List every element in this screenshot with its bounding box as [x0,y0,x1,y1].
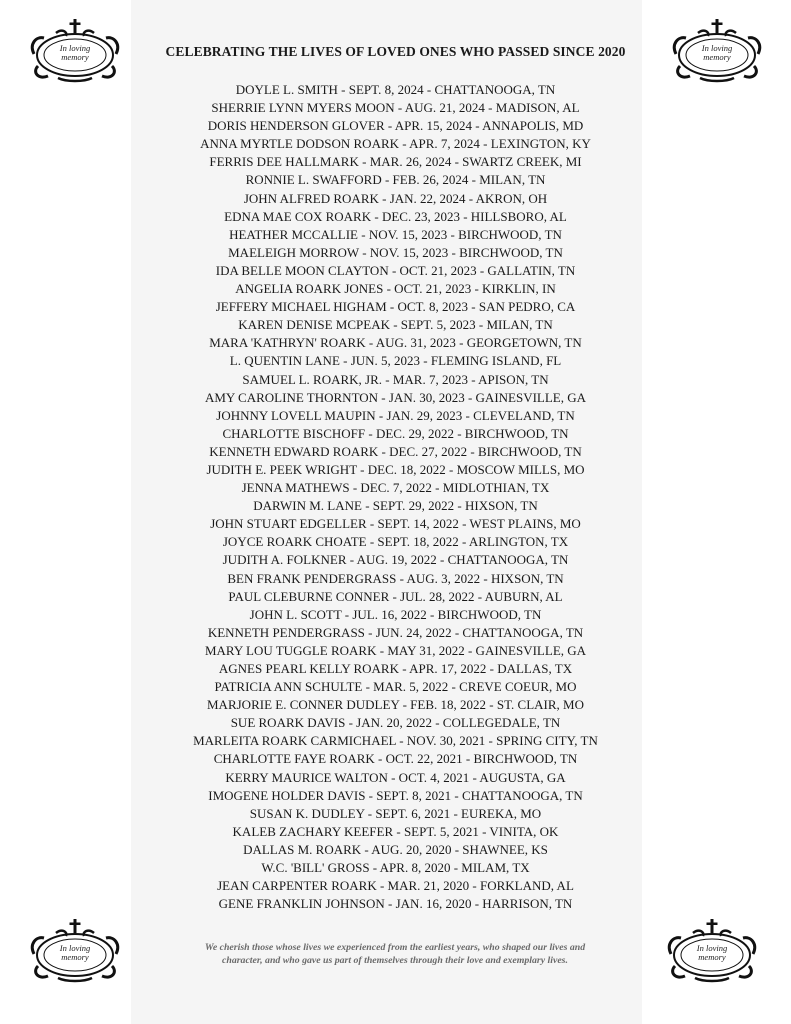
list-item: DALLAS M. ROARK - AUG. 20, 2020 - SHAWNEE, KS [243,841,548,857]
list-item: AMY CAROLINE THORNTON - JAN. 30, 2023 - GAINESVILLE, GA [204,389,587,405]
list-item: ANGELIA ROARK JONES - OCT. 21, 2023 - KIRKLIN, IN [235,281,556,297]
in-loving-memory-emblem [668,18,766,84]
emblem-text: In loving memory [59,43,91,62]
list-item: MARA 'KATHRYN' ROARK - AUG. 31, 2023 - GEORGETOWN, TN [209,335,582,351]
list-item: W.C. 'BILL' GROSS - APR. 8, 2020 - MILAM, TX [261,860,530,876]
list-item: KENNETH EDWARD ROARK - DEC. 27, 2022 - BIRCHWOOD, TN [209,443,582,459]
list-item: JOHN L. SCOTT - JUL. 16, 2022 - BIRCHWOOD, TN [249,606,542,622]
list-item: JOYCE ROARK CHOATE - SEPT. 18, 2022 - ARLINGTON, TX [222,534,569,550]
cross-icon [707,919,718,933]
list-item: SAMUEL L. ROARK, JR. - MAR. 7, 2023 - APISON, TN [242,371,549,387]
footer-line: We cherish those whose lives we experienced from the earliest years, who shaped our lives and [204,942,586,953]
tribute-footer [160,941,630,967]
list-item: JENNA MATHEWS - DEC. 7, 2022 - MIDLOTHIAN, TX [241,480,550,496]
list-item: MARJORIE E. CONNER DUDLEY - FEB. 18, 2022 - ST. CLAIR, MO [207,697,584,713]
page-title: CELEBRATING THE LIVES OF LOVED ONES WHO PASSED SINCE 2020 [165,44,626,59]
list-item: IDA BELLE MOON CLAYTON - OCT. 21, 2023 - GALLATIN, TN [215,262,576,278]
list-item: JEAN CARPENTER ROARK - MAR. 21, 2020 - FORKLAND, AL [217,878,574,894]
list-item: PATRICIA ANN SCHULTE - MAR. 5, 2022 - CREVE COEUR, MO [214,679,577,695]
list-item: HEATHER MCCALLIE - NOV. 15, 2023 - BIRCHWOOD, TN [229,226,562,242]
list-item: L. QUENTIN LANE - JUN. 5, 2023 - FLEMING ISLAND, FL [229,353,562,369]
list-item: GENE FRANKLIN JOHNSON - JAN. 16, 2020 - HARRISON, TN [218,896,573,912]
list-item: KERRY MAURICE WALTON - OCT. 4, 2021 - AUGUSTA, GA [225,769,566,785]
list-item: DORIS HENDERSON GLOVER - APR. 15, 2024 - ANNAPOLIS, MD [207,118,584,134]
list-item: SUE ROARK DAVIS - JAN. 20, 2022 - COLLEGEDALE, TN [230,715,561,731]
list-item: MARY LOU TUGGLE ROARK - MAY 31, 2022 - GAINESVILLE, GA [204,642,587,658]
list-item: CHARLOTTE BISCHOFF - DEC. 29, 2022 - BIRCHWOOD, TN [222,425,569,441]
list-item: KENNETH PENDERGRASS - JUN. 24, 2022 - CHATTANOOGA, TN [207,624,584,640]
list-item: BEN FRANK PENDERGRASS - AUG. 3, 2022 - HIXSON, TN [227,570,564,586]
list-item: CHARLOTTE FAYE ROARK - OCT. 22, 2021 - BIRCHWOOD, TN [213,751,578,767]
list-item: KALEB ZACHARY KEEFER - SEPT. 5, 2021 - VINITA, OK [232,823,559,839]
list-item: SHERRIE LYNN MYERS MOON - AUG. 21, 2024 - MADISON, AL [211,100,580,116]
emblem-text: In loving memory [59,943,91,962]
list-item: IMOGENE HOLDER DAVIS - SEPT. 8, 2021 - CHATTANOOGA, TN [208,787,583,803]
cross-icon [70,19,81,33]
emblem-text: In loving memory [696,943,728,962]
list-item: KAREN DENISE MCPEAK - SEPT. 5, 2023 - MILAN, TN [238,317,553,333]
list-item: JEFFERY MICHAEL HIGHAM - OCT. 8, 2023 - SAN PEDRO, CA [215,299,576,315]
list-item: DARWIN M. LANE - SEPT. 29, 2022 - HIXSON, TN [253,498,538,514]
in-loving-memory-emblem [26,18,124,84]
list-item: MARLEITA ROARK CARMICHAEL - NOV. 30, 2021 - SPRING CITY, TN [193,733,598,749]
list-item: ANNA MYRTLE DODSON ROARK - APR. 7, 2024 - LEXINGTON, KY [200,136,591,152]
list-item: SUSAN K. DUDLEY - SEPT. 6, 2021 - EUREKA, MO [249,805,542,821]
list-item: JUDITH E. PEEK WRIGHT - DEC. 18, 2022 - MOSCOW MILLS, MO [206,461,585,477]
list-item: DOYLE L. SMITH - SEPT. 8, 2024 - CHATTANOOGA, TN [235,82,556,97]
in-loving-memory-emblem [26,918,124,984]
list-item: EDNA MAE COX ROARK - DEC. 23, 2023 - HILLSBORO, AL [224,208,567,224]
list-item: MAELEIGH MORROW - NOV. 15, 2023 - BIRCHWOOD, TN [228,244,563,260]
list-item: PAUL CLEBURNE CONNER - JUL. 28, 2022 - AUBURN, AL [228,588,563,604]
list-item: JOHN STUART EDGELLER - SEPT. 14, 2022 - WEST PLAINS, MO [210,516,581,532]
cross-icon [70,919,81,933]
list-item: JOHN ALFRED ROARK - JAN. 22, 2024 - AKRON, OH [243,190,548,206]
list-item: FERRIS DEE HALLMARK - MAR. 26, 2024 - SWARTZ CREEK, MI [209,154,582,170]
list-item: RONNIE L. SWAFFORD - FEB. 26, 2024 - MILAN, TN [245,172,546,188]
list-item: JUDITH A. FOLKNER - AUG. 19, 2022 - CHATTANOOGA, TN [222,552,569,568]
memorial-list [131,81,660,913]
list-item: AGNES PEARL KELLY ROARK - APR. 17, 2022 - DALLAS, TX [218,661,573,676]
footer-line: character, and who gave us part of themselves through their love and exemplary lives. [222,955,568,966]
emblem-text: In loving memory [701,43,733,62]
list-item: JOHNNY LOVELL MAUPIN - JAN. 29, 2023 - CLEVELAND, TN [216,407,575,423]
cross-icon [712,19,723,33]
in-loving-memory-emblem [663,918,761,984]
